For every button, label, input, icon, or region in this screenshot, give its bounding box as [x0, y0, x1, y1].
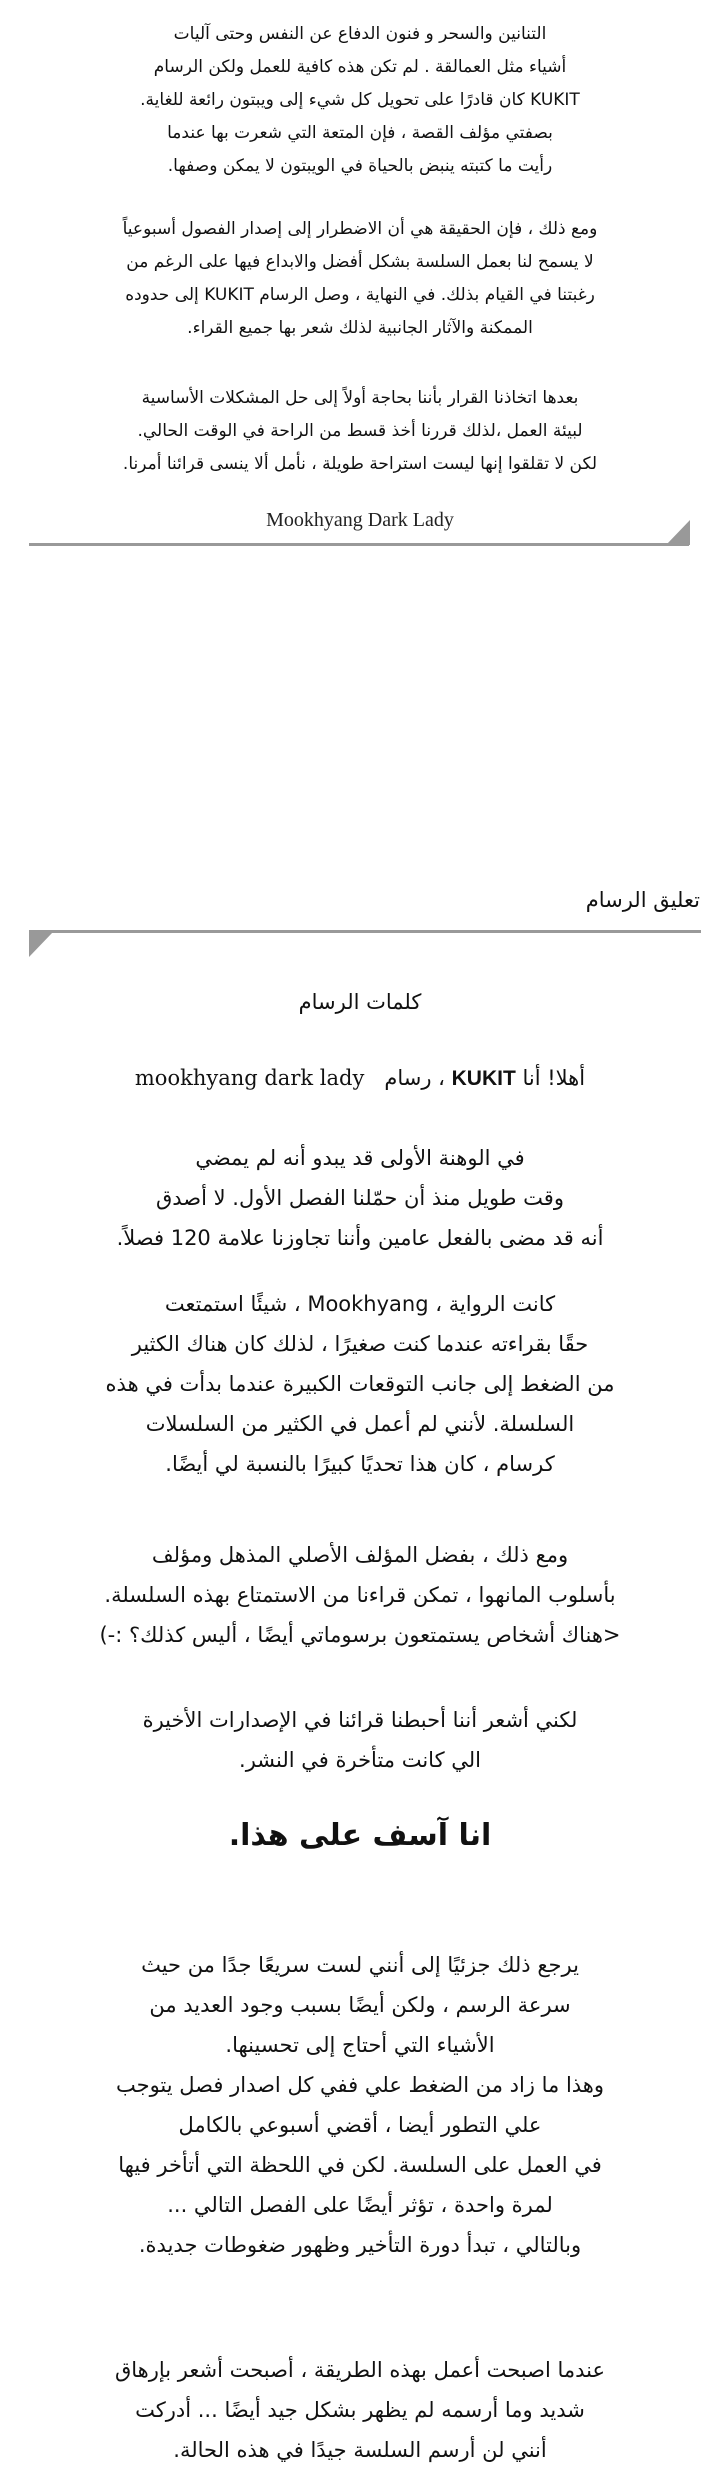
artist-paragraph-1	[0, 1138, 720, 1258]
note-paragraph-3	[0, 382, 720, 481]
divider-top	[29, 930, 701, 933]
text-line: لكني أشعر أننا أحبطنا قرائنا في الإصدارات الأخيرة	[142, 1708, 578, 1732]
text-line: لبيئة العمل ،لذلك قررنا أخذ قسط من الراحة في الوقت الحالي.	[137, 421, 583, 441]
text-line: أشياء مثل العمالقة . لم تكن هذه كافية للعمل ولكن الرسام	[153, 57, 567, 77]
artist-paragraph-4	[0, 1700, 720, 1780]
artist-paragraph-3	[0, 1535, 720, 1655]
text-line: كانت الرواية ، Mookhyang ، شيئًا استمتعت	[164, 1292, 556, 1316]
text-line: لا يسمح لنا بعمل السلسة بشكل أفضل والابداع فيها على الرغم من	[126, 252, 594, 272]
text-line: بصفتي مؤلف القصة ، فإن المتعة التي شعرت بها عندما	[167, 123, 553, 143]
text-line: التنانين والسحر و فنون الدفاع عن النفس وحتى آليات	[173, 24, 547, 44]
apology-heading: انا آسف على هذا.	[228, 1818, 492, 1853]
text-line: شديد وما أرسمه لم يظهر بشكل جيد أيضًا ... أدركت	[135, 2398, 585, 2422]
text-line: لكن لا تقلقوا إنها ليست استراحة طويلة ، نأمل ألا ينسى قرائنا أمرنا.	[122, 454, 598, 474]
text-line: حقًا بقراءته عندما كنت صغيرًا ، لذلك كان هناك الكثير	[131, 1332, 589, 1356]
text-line: يرجع ذلك جزئيًا إلى أنني لست سريعًا جدًا من حيث	[141, 1953, 579, 1977]
text-line: رغبتنا في القيام بذلك. في النهاية ، وصل الرسام KUKIT إلى حدوده	[125, 285, 595, 305]
text-line: أنه قد مضى بالفعل عامين وأننا تجاوزنا علامة 120 فصلاً.	[116, 1226, 604, 1250]
text-line: الي كانت متأخرة في النشر.	[239, 1748, 481, 1772]
text-line: بعدها اتخاذنا القرار بأننا بحاجة أولاً إلى حل المشكلات الأساسية	[141, 388, 579, 408]
artist-paragraph-2	[0, 1284, 720, 1484]
text-line: وقت طويل منذ أن حمّلنا الفصل الأول. لا أصدق	[155, 1186, 564, 1210]
text-line: في العمل على السلسة. لكن في اللحظة التي أتأخر فيها	[118, 2153, 602, 2177]
text-line: ومع ذلك ، فإن الحقيقة هي أن الاضطرار إلى إصدار الفصول أسبوعياً	[122, 219, 598, 239]
text-line: من الضغط إلى جانب التوقعات الكبيرة عندما بدأت في هذه	[105, 1372, 615, 1396]
artist-paragraph-5	[0, 1945, 720, 2265]
artist-name: KUKIT	[451, 1067, 516, 1090]
corner-triangle-left	[29, 932, 53, 957]
work-title: mookhyang dark lady	[134, 1066, 365, 1090]
divider-bottom	[29, 543, 689, 546]
text-line: ومع ذلك ، بفضل المؤلف الأصلي المذهل ومؤلف	[151, 1543, 569, 1567]
signature: Mookhyang Dark Lady	[266, 509, 454, 531]
role-label: ، رسام	[384, 1066, 445, 1090]
text-line: علي التطور أيضا ، أقضي أسبوعي بالكامل	[178, 2113, 542, 2137]
note-paragraph-2	[0, 213, 720, 345]
text-line: وهذا ما زاد من الضغط علي ففي كل اصدار فصل يتوجب	[115, 2073, 605, 2097]
artist-title: كلمات الرسام	[298, 990, 422, 1014]
artist-intro	[0, 1058, 720, 1099]
text-line: عندما اصبحت أعمل بهذه الطريقة ، أصبحت أشعر بإرهاق	[114, 2358, 606, 2382]
text-line: بأسلوب المانهوا ، تمكن قراءنا من الاستمتاع بهذه السلسلة.	[104, 1583, 616, 1607]
text-line: KUKIT كان قادرًا على تحويل كل شيء إلى ويبتون رائعة للغاية.	[140, 90, 580, 110]
note-paragraph-1	[0, 18, 720, 183]
text-line: <هناك أشخاص يستمتعون برسوماتي أيضًا ، أليس كذلك؟ :-)	[99, 1623, 621, 1647]
text-line: كرسام ، كان هذا تحديًا كبيرًا بالنسبة لي أيضًا.	[165, 1452, 555, 1476]
text-line: في الوهنة الأولى قد يبدو أنه لم يمضي	[195, 1146, 525, 1170]
text-line: لمرة واحدة ، تؤثر أيضًا على الفصل التالي ...	[167, 2193, 553, 2217]
text-line: أنني لن أرسم السلسة جيدًا في هذه الحالة.	[173, 2438, 547, 2462]
greeting: أهلا! أنا	[522, 1066, 586, 1090]
text-line: الأشياء التي أحتاج إلى تحسينها.	[225, 2033, 495, 2057]
text-line: السلسلة. لأنني لم أعمل في الكثير من السلسلات	[145, 1412, 575, 1436]
text-line: سرعة الرسم ، ولكن أيضًا بسبب وجود العديد من	[149, 1993, 571, 2017]
text-line: وبالتالي ، تبدأ دورة التأخير وظهور ضغوطات جديدة.	[138, 2233, 582, 2257]
corner-triangle-right	[666, 520, 690, 545]
text-line: رأيت ما كتبته ينبض بالحياة في الويبتون لا يمكن وصفها.	[167, 156, 553, 176]
text-line: الممكنة والآثار الجانبية لذلك شعر بها جميع القراء.	[187, 318, 533, 338]
section-heading: تعليق الرسام	[585, 888, 700, 912]
artist-paragraph-6	[0, 2350, 720, 2470]
